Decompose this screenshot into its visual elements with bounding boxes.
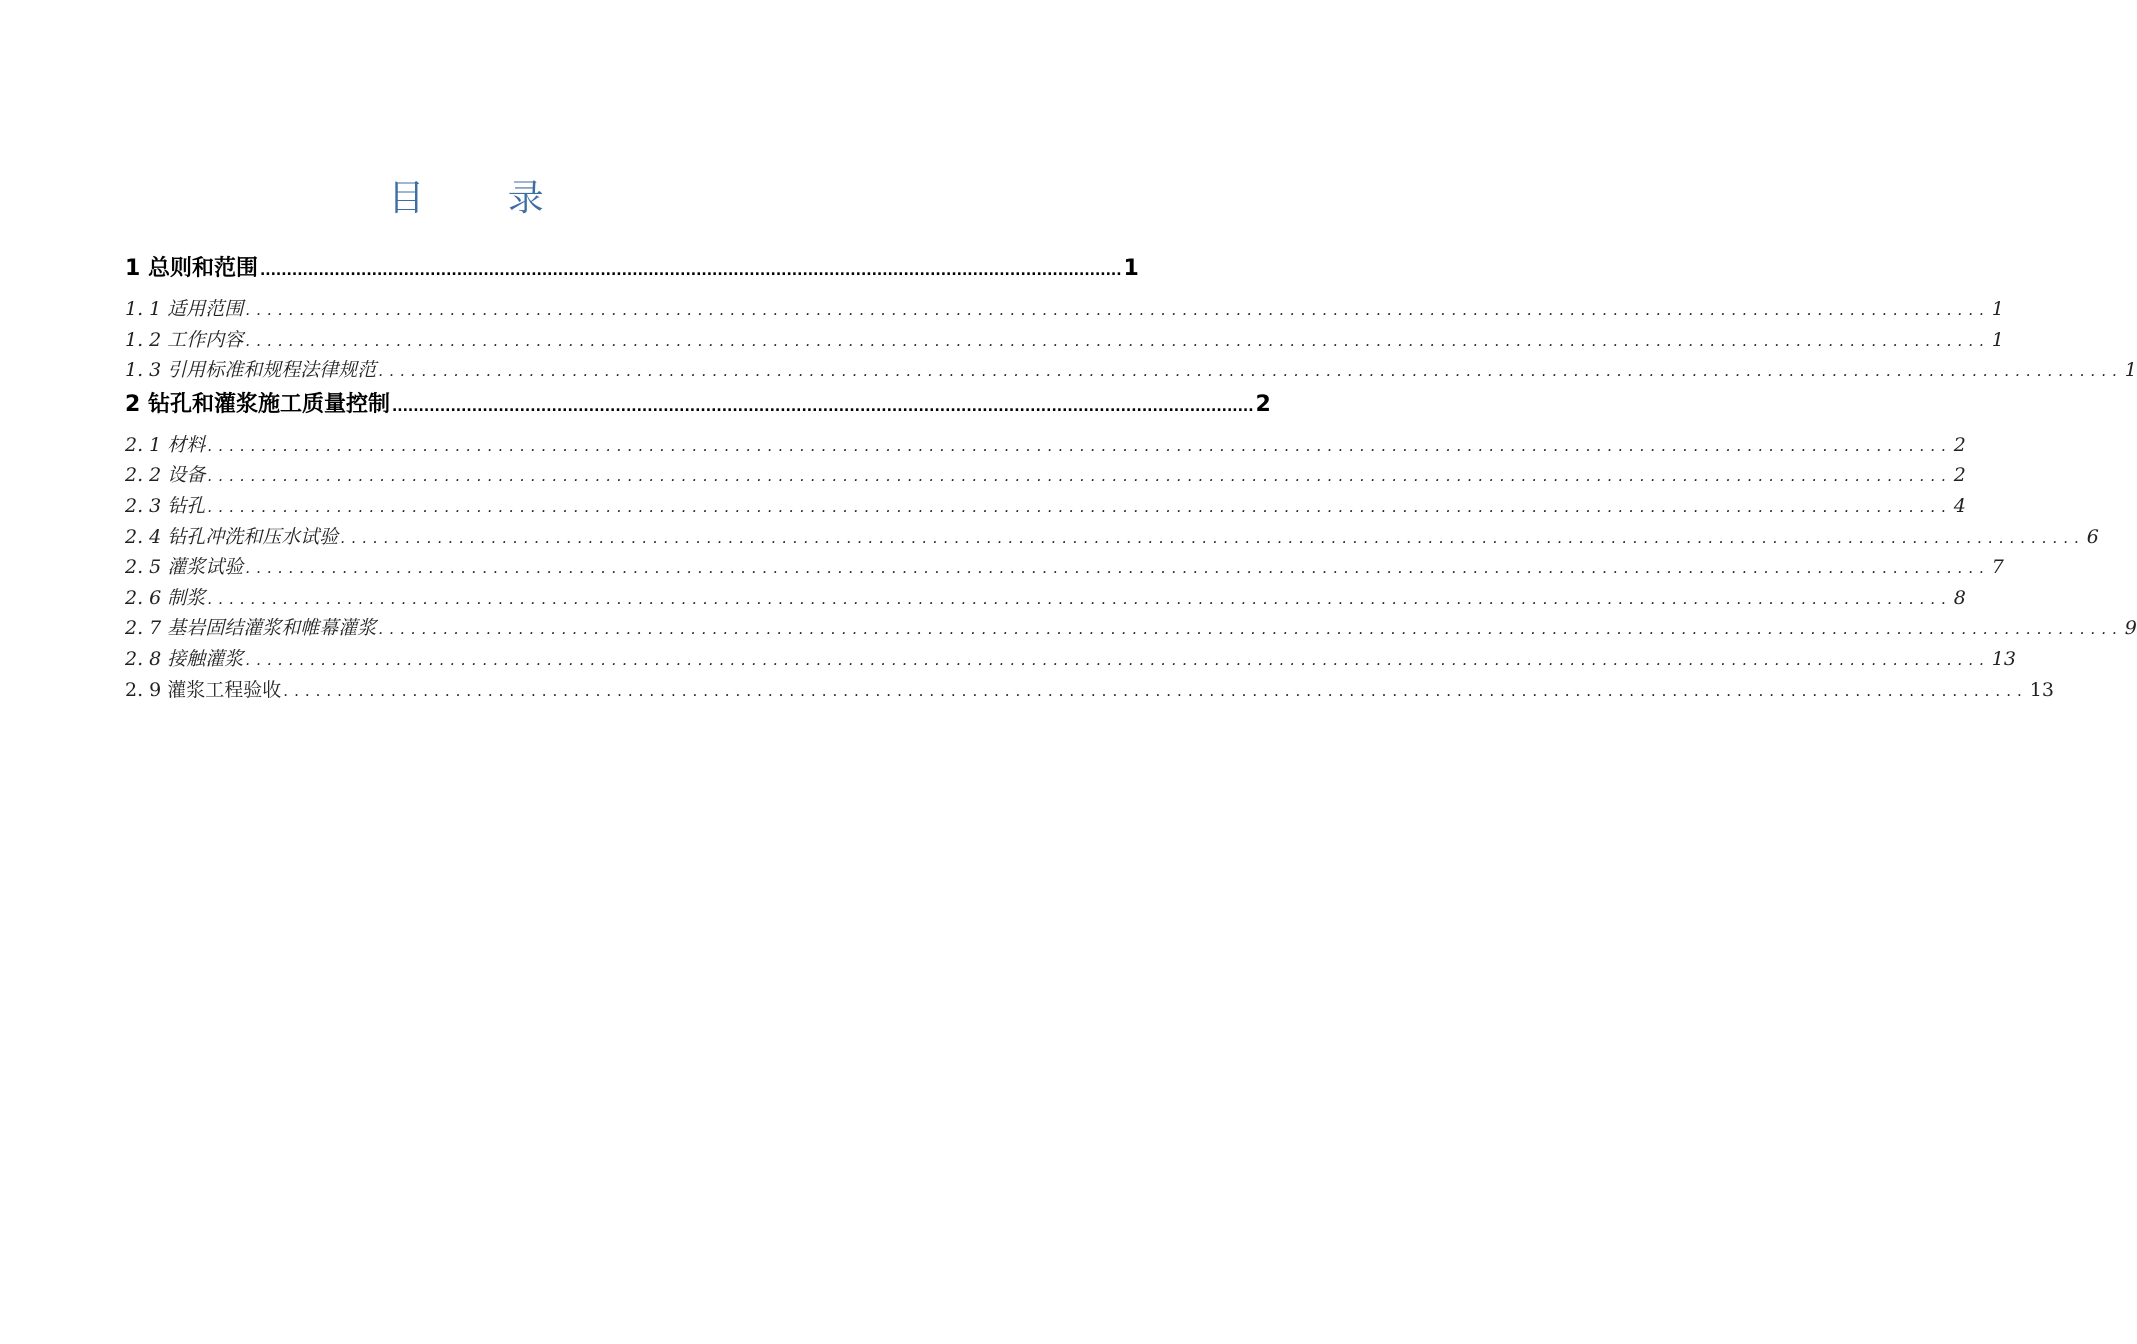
toc-page-number: 1 (2124, 359, 2137, 382)
toc-entry-section[interactable] (125, 613, 2137, 644)
toc-entry-chapter[interactable] (125, 386, 1271, 424)
toc-entry-section[interactable] (125, 355, 2137, 386)
toc-page-number: 4 (1953, 494, 1966, 517)
toc-entry-label: 1 总则和范围 (125, 256, 258, 281)
toc-entry-label: 2. 4 钻孔冲洗和压水试验 (125, 525, 339, 548)
toc-page-number: 13 (1991, 647, 2016, 670)
toc-entry-section[interactable] (125, 294, 2004, 325)
toc-page-number: 2 (1255, 391, 1271, 417)
toc-page-number: 2 (1953, 433, 1966, 456)
table-of-contents (125, 250, 2137, 705)
toc-entry-section[interactable] (125, 583, 1966, 614)
toc-entry-section[interactable] (125, 552, 2004, 583)
toc-page-number: 8 (1953, 586, 1966, 609)
toc-entry-label: 2. 2 设备 (125, 464, 206, 487)
toc-page-number: 6 (2086, 525, 2099, 548)
toc-entry-label: 1. 2 工作内容 (125, 328, 244, 351)
toc-dot-leader: .................................................................................................................................................................. (245, 650, 1990, 669)
toc-entry-chapter[interactable] (125, 250, 1139, 288)
toc-entry-section[interactable] (125, 430, 1966, 461)
toc-entry-label: 2. 6 制浆 (125, 586, 206, 609)
toc-entry-label: 2. 1 材料 (125, 433, 206, 456)
toc-entry-section[interactable] (125, 460, 1966, 491)
toc-entry-section[interactable] (125, 325, 2004, 356)
toc-entry-label: 2. 5 灌浆试验 (125, 556, 244, 579)
toc-page-number: 1 (1991, 328, 2004, 351)
toc-dot-leader: .................................................................................................................................................................. (259, 263, 1122, 279)
toc-dot-leader: .................................................................................................................................................................. (378, 362, 2123, 381)
toc-page-number: 7 (1991, 556, 2004, 579)
toc-entry-section[interactable] (125, 522, 2099, 553)
toc-page-number: 13 (2029, 678, 2054, 701)
toc-entry-section[interactable] (125, 491, 1966, 522)
toc-entry-section[interactable] (125, 675, 2054, 706)
toc-dot-leader: .................................................................................................................................................................. (378, 620, 2123, 639)
toc-dot-leader: .................................................................................................................................................................. (207, 467, 1952, 486)
toc-page-number: 1 (1123, 256, 1139, 281)
toc-dot-leader: .................................................................................................................................................................. (340, 528, 2085, 547)
toc-dot-leader: .................................................................................................................................................................. (207, 436, 1952, 455)
toc-entry-label: 2 钻孔和灌浆施工质量控制 (125, 391, 390, 417)
toc-entry-label: 1. 1 适用范围 (125, 298, 244, 320)
toc-entry-label: 2. 9 灌浆工程验收 (125, 678, 282, 701)
toc-entry-label: 1. 3 引用标准和规程法律规范 (125, 359, 377, 382)
toc-page-number: 9 (2124, 617, 2137, 640)
toc-dot-leader: .................................................................................................................................................................. (283, 681, 2028, 700)
toc-dot-leader: .................................................................................................................................................................. (245, 301, 1990, 319)
toc-entry-section[interactable] (125, 644, 2016, 675)
toc-dot-leader: .................................................................................................................................................................. (207, 497, 1952, 516)
toc-dot-leader: .................................................................................................................................................................. (245, 331, 1990, 350)
toc-entry-label: 2. 7 基岩固结灌浆和帷幕灌浆 (125, 617, 377, 640)
toc-dot-leader: .................................................................................................................................................................. (207, 589, 1952, 608)
toc-entry-label: 2. 8 接触灌浆 (125, 647, 244, 670)
toc-title: 目 录 (388, 178, 580, 219)
toc-page-number: 2 (1953, 464, 1966, 487)
toc-dot-leader: .................................................................................................................................................................. (245, 559, 1990, 578)
toc-page-number: 1 (1991, 298, 2004, 320)
toc-dot-leader: .................................................................................................................................................................. (391, 398, 1254, 415)
toc-entry-label: 2. 3 钻孔 (125, 494, 206, 517)
